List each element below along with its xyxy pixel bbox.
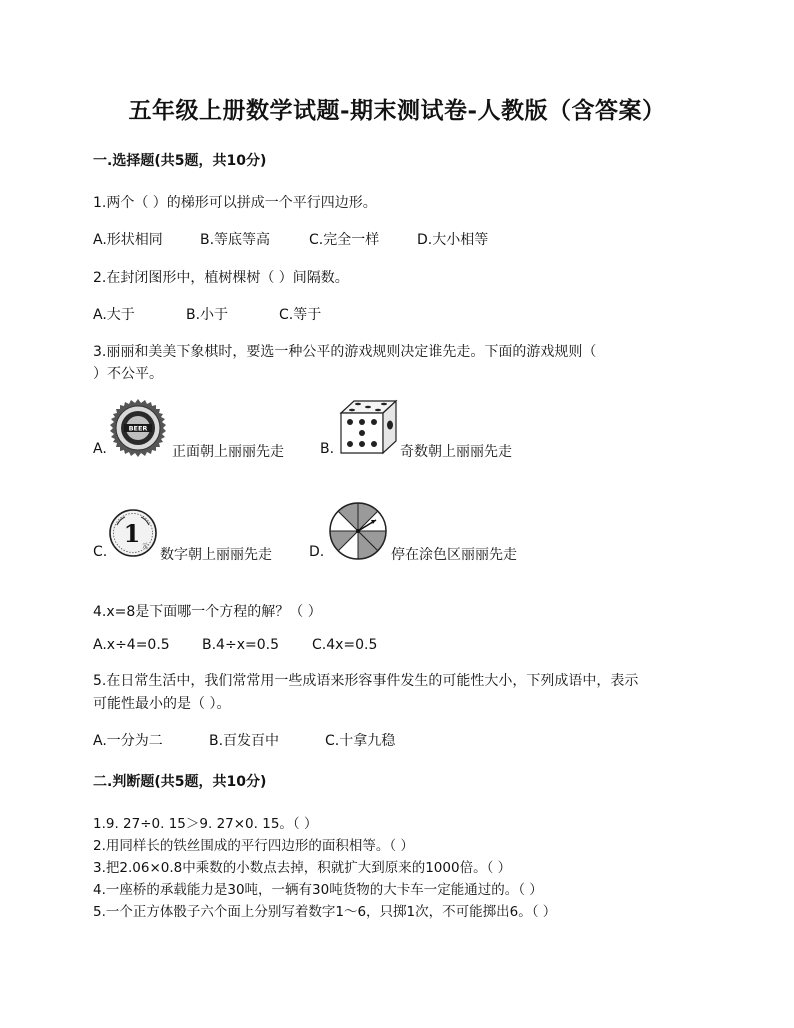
- q1-option-c: C.完全一样: [309, 232, 380, 248]
- q3-option-a-letter: A.: [93, 441, 107, 457]
- q1-option-b: B.等底等高: [200, 232, 271, 248]
- coin-char: 元: [141, 543, 149, 550]
- judge-item-5: 5.一个正方体骰子六个面上分别写着数字1～6，只掷1次，不可能掷出6。（ ）: [93, 904, 557, 920]
- q4-option-b: B.4÷x=0.5: [202, 637, 279, 653]
- q1-option-d: D.大小相等: [417, 232, 489, 248]
- q3-option-a-text: 正面朝上丽丽先走: [172, 444, 284, 460]
- coin-digit: 1: [123, 519, 141, 548]
- q2-option-c: C.等于: [279, 307, 322, 323]
- q3-option-c-letter: C.: [93, 544, 108, 560]
- question-4: 4.x=8是下面哪一个方程的解？（ ）: [93, 604, 322, 620]
- q2-option-a: A.大于: [93, 307, 135, 323]
- question-5-line2: 可能性最小的是（ ）。: [93, 696, 231, 712]
- question-5-line1: 5.在日常生活中，我们常常用一些成语来形容事件发生的可能性大小，下列成语中，表示: [93, 673, 639, 689]
- document-title: 五年级上册数学试题-期末测试卷-人教版（含答案）: [128, 97, 666, 124]
- q3-option-d-text: 停在涂色区丽丽先走: [391, 547, 517, 563]
- q5-option-c: C.十拿九稳: [325, 733, 396, 749]
- question-1: 1.两个（ ）的梯形可以拼成一个平行四边形。: [93, 195, 377, 211]
- q3-option-b-text: 奇数朝上丽丽先走: [400, 444, 512, 460]
- q3-option-c-text: 数字朝上丽丽先走: [160, 547, 272, 563]
- dice-image: [338, 399, 398, 455]
- q5-option-b: B.百发百中: [209, 733, 280, 749]
- q2-option-b: B.小于: [186, 307, 229, 323]
- judge-item-3: 3.把2.06×0.8中乘数的小数点去掉，积就扩大到原来的1000倍。（ ）: [93, 860, 512, 876]
- judge-item-2: 2.用同样长的铁丝围成的平行四边形的面积相等。（ ）: [93, 838, 414, 854]
- question-3-line1: 3.丽丽和美美下象棋时，要选一种公平的游戏规则决定谁先走。下面的游戏规则（: [93, 344, 597, 360]
- judge-item-4: 4.一座桥的承载能力是30吨，一辆有30吨货物的大卡车一定能通过的。（ ）: [93, 882, 543, 898]
- section-1-heading: 一.选择题(共5题，共10分): [93, 153, 267, 169]
- judge-item-1: 1.9. 27÷0. 15＞9. 27×0. 15。（ ）: [93, 816, 318, 832]
- question-3-line2: ）不公平。: [93, 366, 163, 382]
- q5-option-a: A.一分为二: [93, 733, 163, 749]
- coin-image: [108, 508, 158, 558]
- q3-option-d-letter: D.: [309, 544, 325, 560]
- bottle-cap-image: [108, 398, 168, 458]
- bottle-cap-label: BEER: [128, 424, 148, 433]
- question-2: 2.在封闭图形中，植树棵树（ ）间隔数。: [93, 270, 349, 286]
- section-2-heading: 二.判断题(共5题，共10分): [93, 774, 267, 790]
- q3-option-b-letter: B.: [320, 441, 335, 457]
- q1-option-a: A.形状相同: [93, 232, 163, 248]
- q4-option-a: A.x÷4=0.5: [93, 637, 170, 653]
- q4-option-c: C.4x=0.5: [312, 637, 378, 653]
- spinner-image: [327, 500, 389, 562]
